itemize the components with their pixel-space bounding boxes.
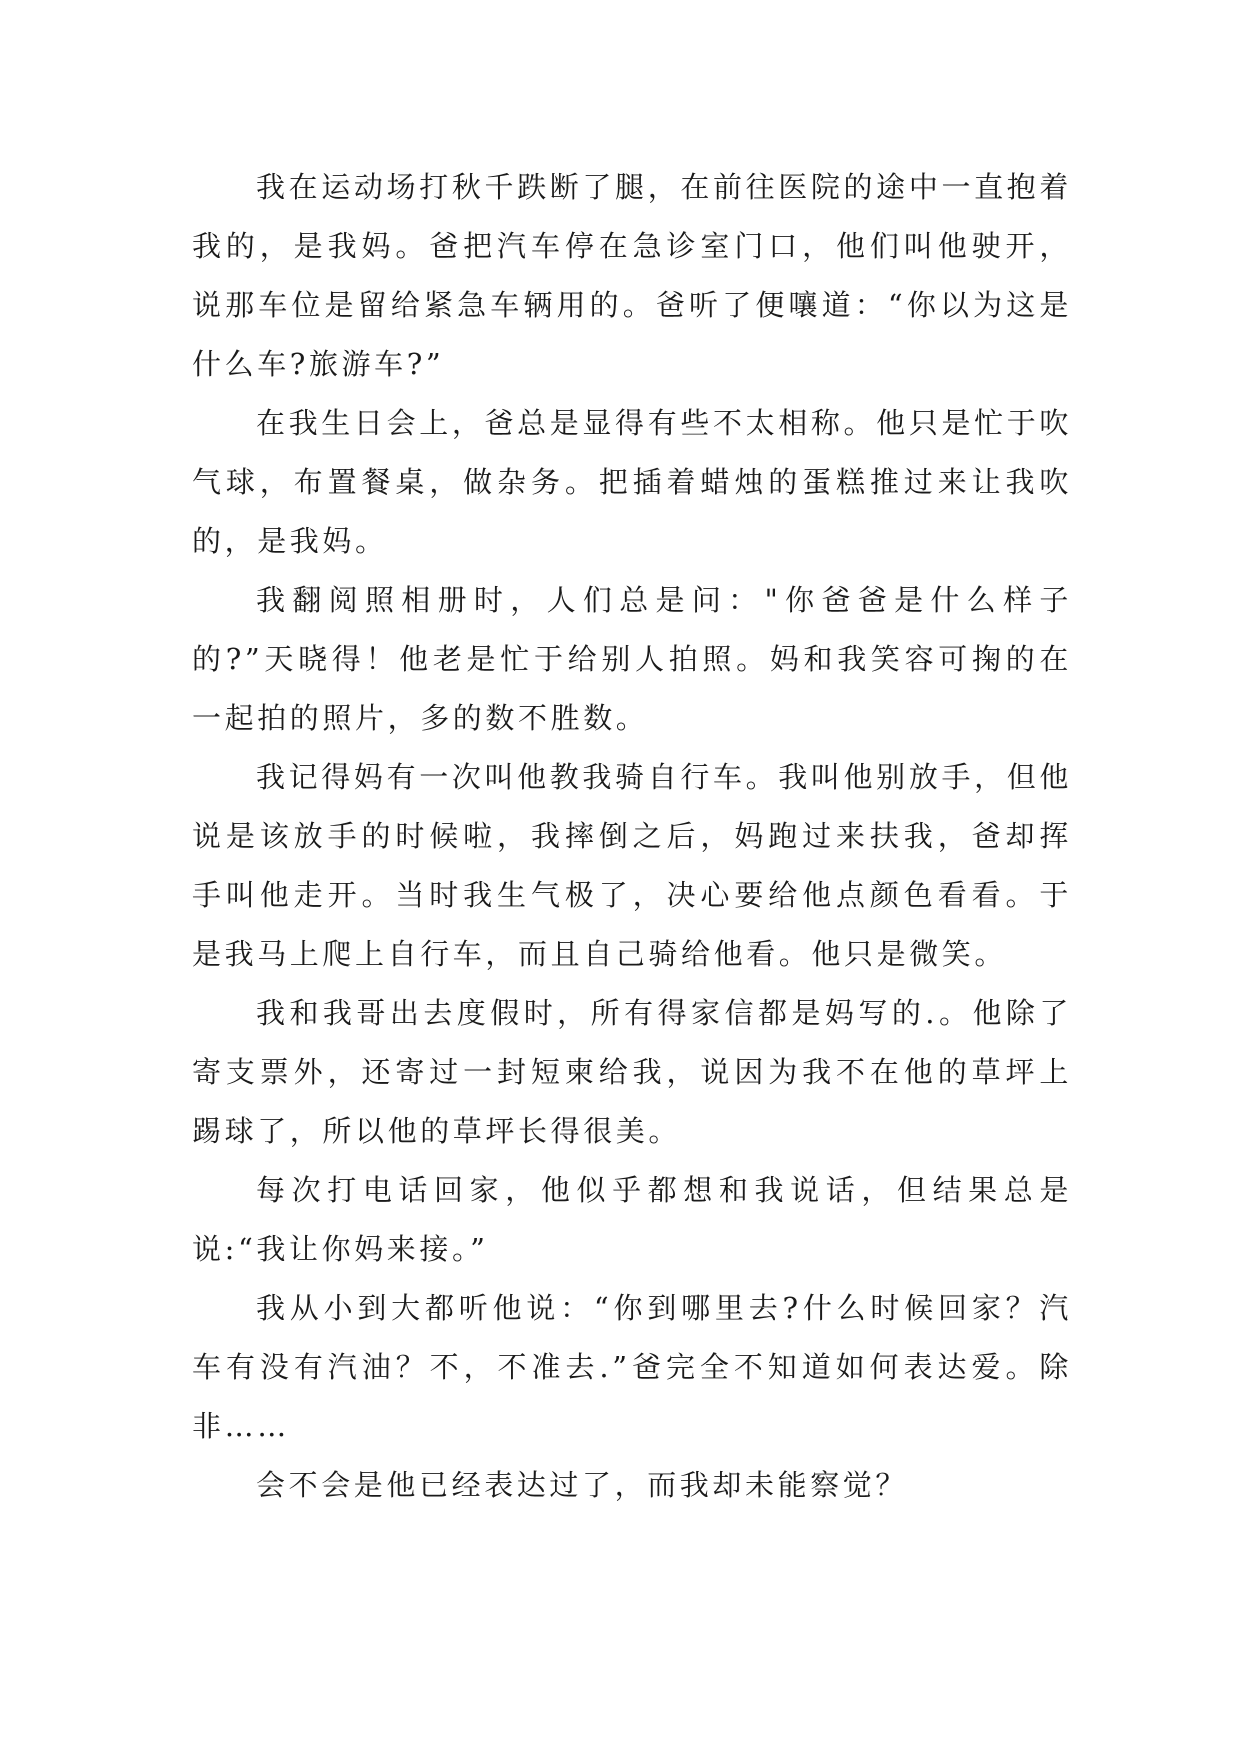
paragraph: 我翻阅照相册时，人们总是问："你爸爸是什么样子的?”天晓得！他老是忙于给别人拍照。妈和我笑容可掬的在一起拍的照片，多的数不胜数。 [192, 583, 1072, 735]
paragraph: 我在运动场打秋千跌断了腿，在前往医院的途中一直抱着我的，是我妈。爸把汽车停在急诊室门口，他们叫他驶开，说那车位是留给紧急车辆用的。爸听了便嚷道：“你以为这是什么车?旅游车?” [192, 170, 1072, 381]
paragraph: 每次打电话回家，他似乎都想和我说话，但结果总是说:“我让你妈来接。” [192, 1173, 1072, 1266]
paragraph: 在我生日会上，爸总是显得有些不太相称。他只是忙于吹气球，布置餐桌，做杂务。把插着蜡烛的蛋糕推过来让我吹的，是我妈。 [192, 406, 1072, 558]
paragraph: 我和我哥出去度假时，所有得家信都是妈写的.。他除了寄支票外，还寄过一封短柬给我，说因为我不在他的草坪上踢球了，所以他的草坪长得很美。 [192, 996, 1072, 1148]
paragraph: 我记得妈有一次叫他教我骑自行车。我叫他别放手，但他说是该放手的时候啦，我摔倒之后，妈跑过来扶我，爸却挥手叫他走开。当时我生气极了，决心要给他点颜色看看。于是我马上爬上自行车，而且自己骑给他看。他只是微笑。 [192, 760, 1072, 971]
document-body [192, 158, 1072, 1515]
paragraph: 会不会是他已经表达过了，而我却未能察觉？ [256, 1468, 909, 1502]
paragraph: 我从小到大都听他说：“你到哪里去?什么时候回家？汽车有没有汽油？不，不准去.”爸完全不知道如何表达爱。除非…… [192, 1291, 1072, 1443]
